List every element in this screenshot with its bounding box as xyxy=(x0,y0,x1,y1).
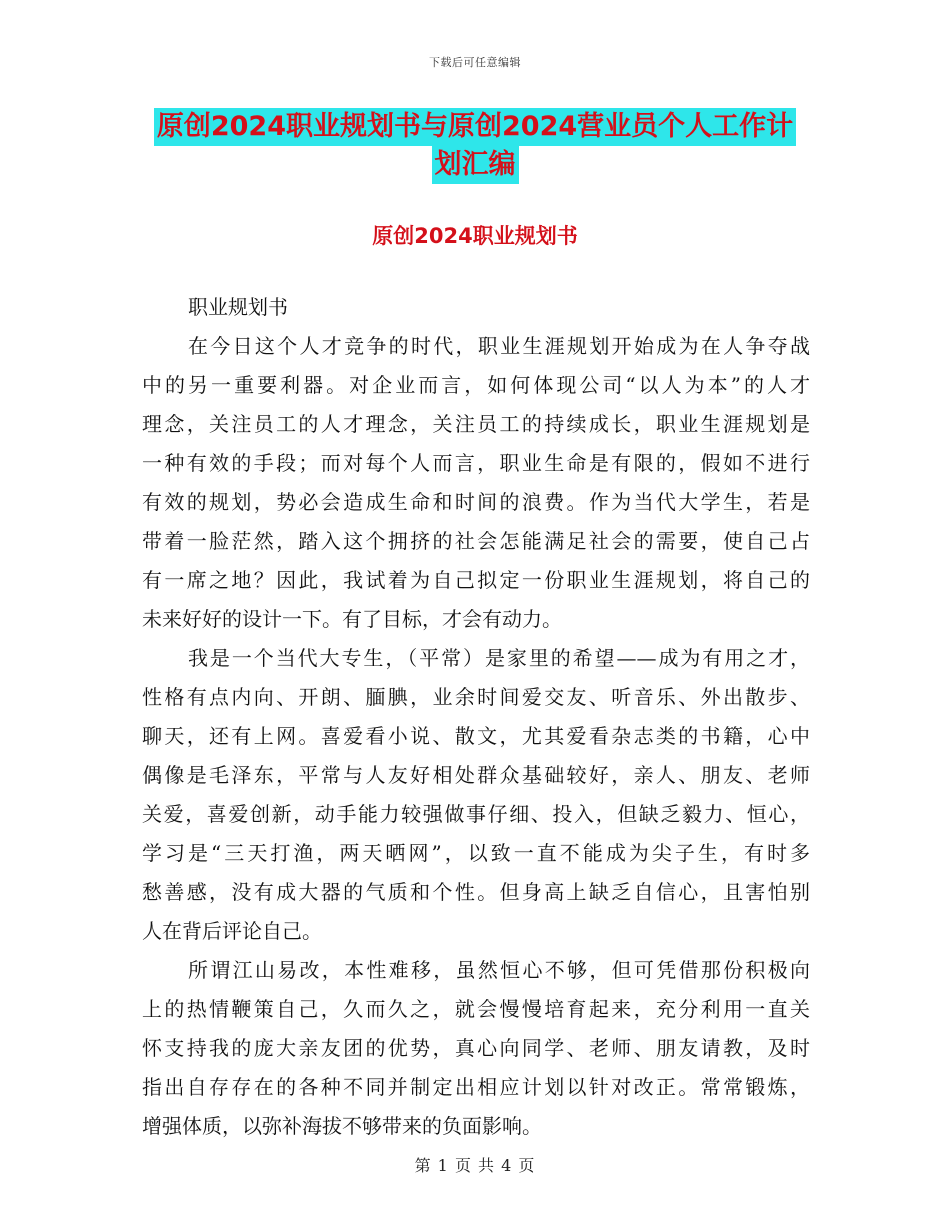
paragraph-line: 愁善感，没有成大器的气质和个性。但身高上缺乏自信心，且害怕别 xyxy=(142,880,810,904)
body-heading: 职业规划书 xyxy=(188,295,288,319)
paragraph-line: 一种有效的手段；而对每个人而言，职业生命是有限的，假如不进行 xyxy=(142,451,810,475)
paragraph-line: 上的热情鞭策自己，久而久之，就会慢慢培育起来，充分利用一直关 xyxy=(142,997,810,1021)
paragraph-line: 有效的规划，势必会造成生命和时间的浪费。作为当代大学生，若是 xyxy=(142,490,810,514)
paragraph-line: 性格有点内向、开朗、腼腆，业余时间爱交友、听音乐、外出散步、 xyxy=(142,685,810,709)
paragraph-line: 偶像是毛泽东，平常与人友好相处群众基础较好，亲人、朋友、老师 xyxy=(142,763,810,787)
paragraph-line: 理念，关注员工的人才理念，关注员工的持续成长，职业生涯规划是 xyxy=(142,412,810,436)
paragraph-line: 我是一个当代大专生，（平常）是家里的希望——成为有用之才， xyxy=(188,646,810,670)
paragraph-line: 未来好好的设计一下。有了目标，才会有动力。 xyxy=(142,607,562,631)
title-line-2: 划汇编 xyxy=(432,146,519,184)
paragraph-line: 所谓江山易改，本性难移，虽然恒心不够，但可凭借那份积极向 xyxy=(188,958,810,982)
paragraph-line: 带着一脸茫然，踏入这个拥挤的社会怎能满足社会的需要，使自己占 xyxy=(142,529,810,553)
paragraph-line: 关爱，喜爱创新，动手能力较强做事仔细、投入，但缺乏毅力、恒心， xyxy=(142,802,810,826)
paragraph-line: 在今日这个人才竞争的时代，职业生涯规划开始成为在人争夺战 xyxy=(188,334,810,358)
paragraph-line: 指出自存存在的各种不同并制定出相应计划以针对改正。常常锻炼， xyxy=(142,1075,810,1099)
paragraph-line: 中的另一重要利器。对企业而言，如何体现公司“以人为本”的人才 xyxy=(142,373,810,397)
paragraph-line: 增强体质，以弥补海拔不够带来的负面影响。 xyxy=(142,1114,542,1138)
paragraph-line: 人在背后评论自己。 xyxy=(142,919,322,943)
paragraph-line: 有一席之地？因此，我试着为自己拟定一份职业生涯规划，将自己的 xyxy=(142,568,810,592)
paragraph-line: 学习是“三天打渔，两天晒网”，以致一直不能成为尖子生，有时多 xyxy=(142,841,810,865)
header-note: 下载后可任意编辑 xyxy=(429,56,521,69)
body-text xyxy=(142,288,810,1146)
section-title: 原创2024职业规划书 xyxy=(372,224,578,248)
paragraph-3 xyxy=(142,951,810,1146)
paragraph-line: 怀支持我的庞大亲友团的优势，真心向同学、老师、朋友请教，及时 xyxy=(142,1036,810,1060)
paragraph-line: 聊天，还有上网。喜爱看小说、散文，尤其爱看杂志类的书籍，心中 xyxy=(142,724,810,748)
paragraph-2 xyxy=(142,639,810,951)
document-title xyxy=(140,108,810,184)
page-footer: 第 1 页 共 4 页 xyxy=(414,1156,536,1175)
paragraph-1 xyxy=(142,327,810,639)
title-line-1: 原创2024职业规划书与原创2024营业员个人工作计 xyxy=(154,108,796,146)
